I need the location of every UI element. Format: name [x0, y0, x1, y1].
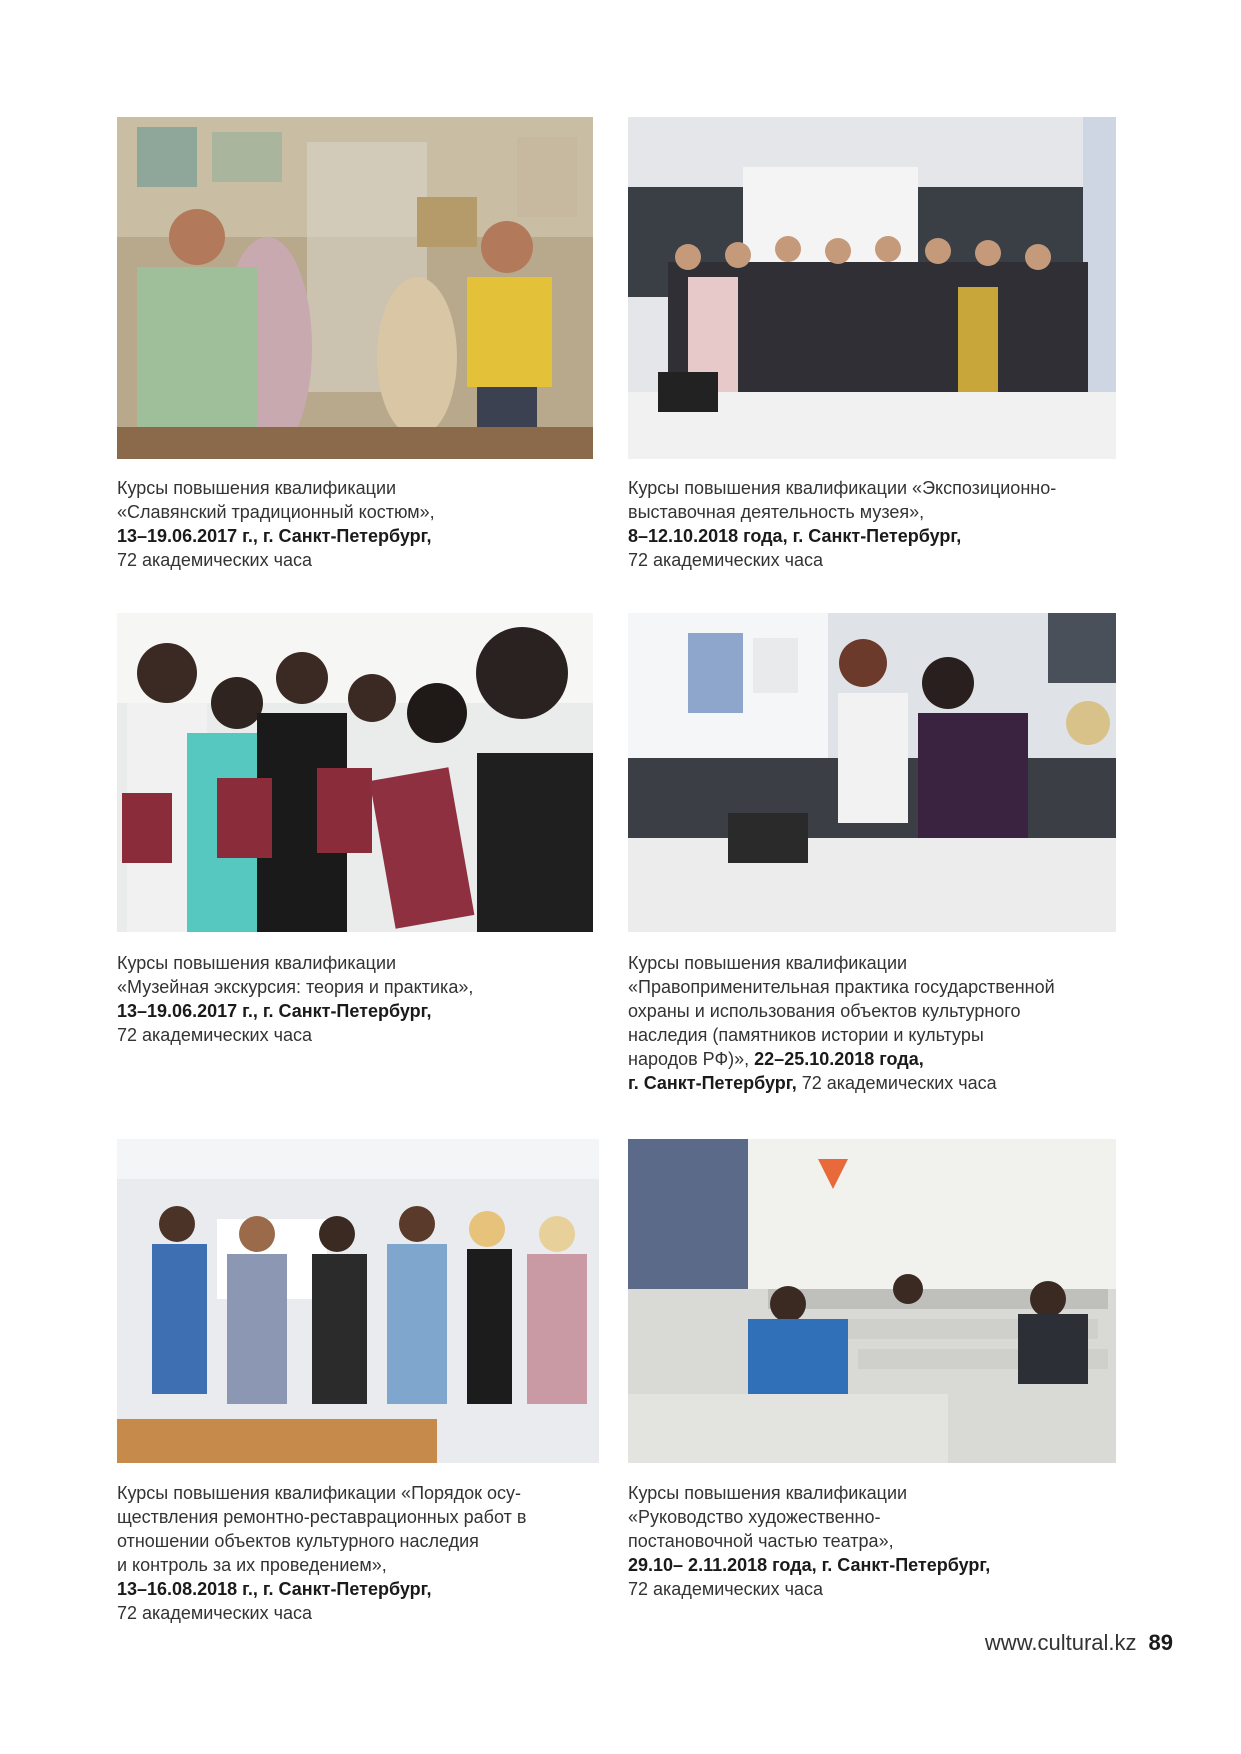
caption-date: 13–16.08.2018 г., г. Санкт-Петербург, [117, 1579, 432, 1599]
caption-1 [117, 476, 435, 572]
photo-certificates-selfie [117, 613, 593, 932]
caption-line: 72 академических часа [117, 550, 312, 570]
caption-line [117, 999, 473, 1023]
caption-line: постановочной частью театра», [628, 1531, 894, 1551]
caption-line: Курсы повышения квалификации «Порядок осу- [117, 1483, 521, 1503]
page-footer [985, 1630, 1173, 1656]
photo-group-papers [117, 1139, 599, 1463]
caption-line: Курсы повышения квалификации [628, 1483, 908, 1503]
caption-line: Курсы повышения квалификации [117, 478, 397, 498]
caption-line: «Славянский традиционный костюм», [117, 502, 435, 522]
caption-line: 72 академических часа [628, 550, 823, 570]
page-number: 89 [1148, 1630, 1173, 1655]
photo-classroom-students [628, 1139, 1116, 1463]
caption-line: выставочная деятельность музея», [628, 502, 925, 522]
caption-line: Курсы повышения квалификации «Экспозиционно- [628, 478, 1057, 498]
caption-line: «Руководство художественно- [628, 1507, 881, 1527]
caption-date: 22–25.10.2018 года, [754, 1049, 924, 1069]
photo-group-classroom [628, 117, 1116, 459]
caption-line: 72 академических часа [117, 1603, 312, 1623]
caption-line: ществления ремонтно-реставрационных работ в [117, 1507, 527, 1527]
caption-date: 13–19.06.2017 г., г. Санкт-Петербург, [117, 526, 432, 546]
caption-line: охраны и использования объектов культурного [628, 1001, 1021, 1021]
caption-4 [628, 951, 1055, 1095]
photo-lecture-screen [628, 613, 1116, 932]
caption-date: 8–12.10.2018 года, г. Санкт-Петербург, [628, 526, 962, 546]
caption-line: 72 академических часа [628, 1579, 823, 1599]
caption-2 [628, 476, 1056, 572]
website-link[interactable]: www.cultural.kz [984, 1630, 1137, 1655]
caption-date: 13–19.06.2017 г., г. Санкт-Петербург, [117, 1001, 432, 1021]
caption-line: «Музейная экскурсия: теория и практика», [117, 977, 474, 997]
caption-line: отношении объектов культурного наследия [117, 1531, 479, 1551]
caption-text: народов РФ)», [628, 1049, 755, 1069]
caption-6 [628, 1481, 990, 1601]
caption-line: Курсы повышения квалификации [628, 953, 908, 973]
caption-line: «Правоприменительная практика государственной [628, 977, 1055, 997]
caption-line: и контроль за их проведением», [117, 1555, 387, 1575]
caption-line [628, 524, 1056, 548]
caption-hours: 72 академических часа [796, 1073, 997, 1093]
photo-museum-costume [117, 117, 593, 459]
caption-line: 72 академических часа [117, 1025, 312, 1045]
caption-line [628, 1553, 990, 1577]
caption-3 [117, 951, 473, 1047]
caption-place: г. Санкт-Петербург, [628, 1073, 797, 1093]
caption-line: наследия (памятников истории и культуры [628, 1025, 984, 1045]
caption-line: Курсы повышения квалификации [117, 953, 397, 973]
caption-line [117, 524, 435, 548]
caption-date: 29.10– 2.11.2018 года, г. Санкт-Петербург, [628, 1555, 991, 1575]
caption-5 [117, 1481, 526, 1625]
caption-line [117, 1577, 526, 1601]
caption-line [628, 1071, 1055, 1095]
caption-line [628, 1047, 1055, 1071]
